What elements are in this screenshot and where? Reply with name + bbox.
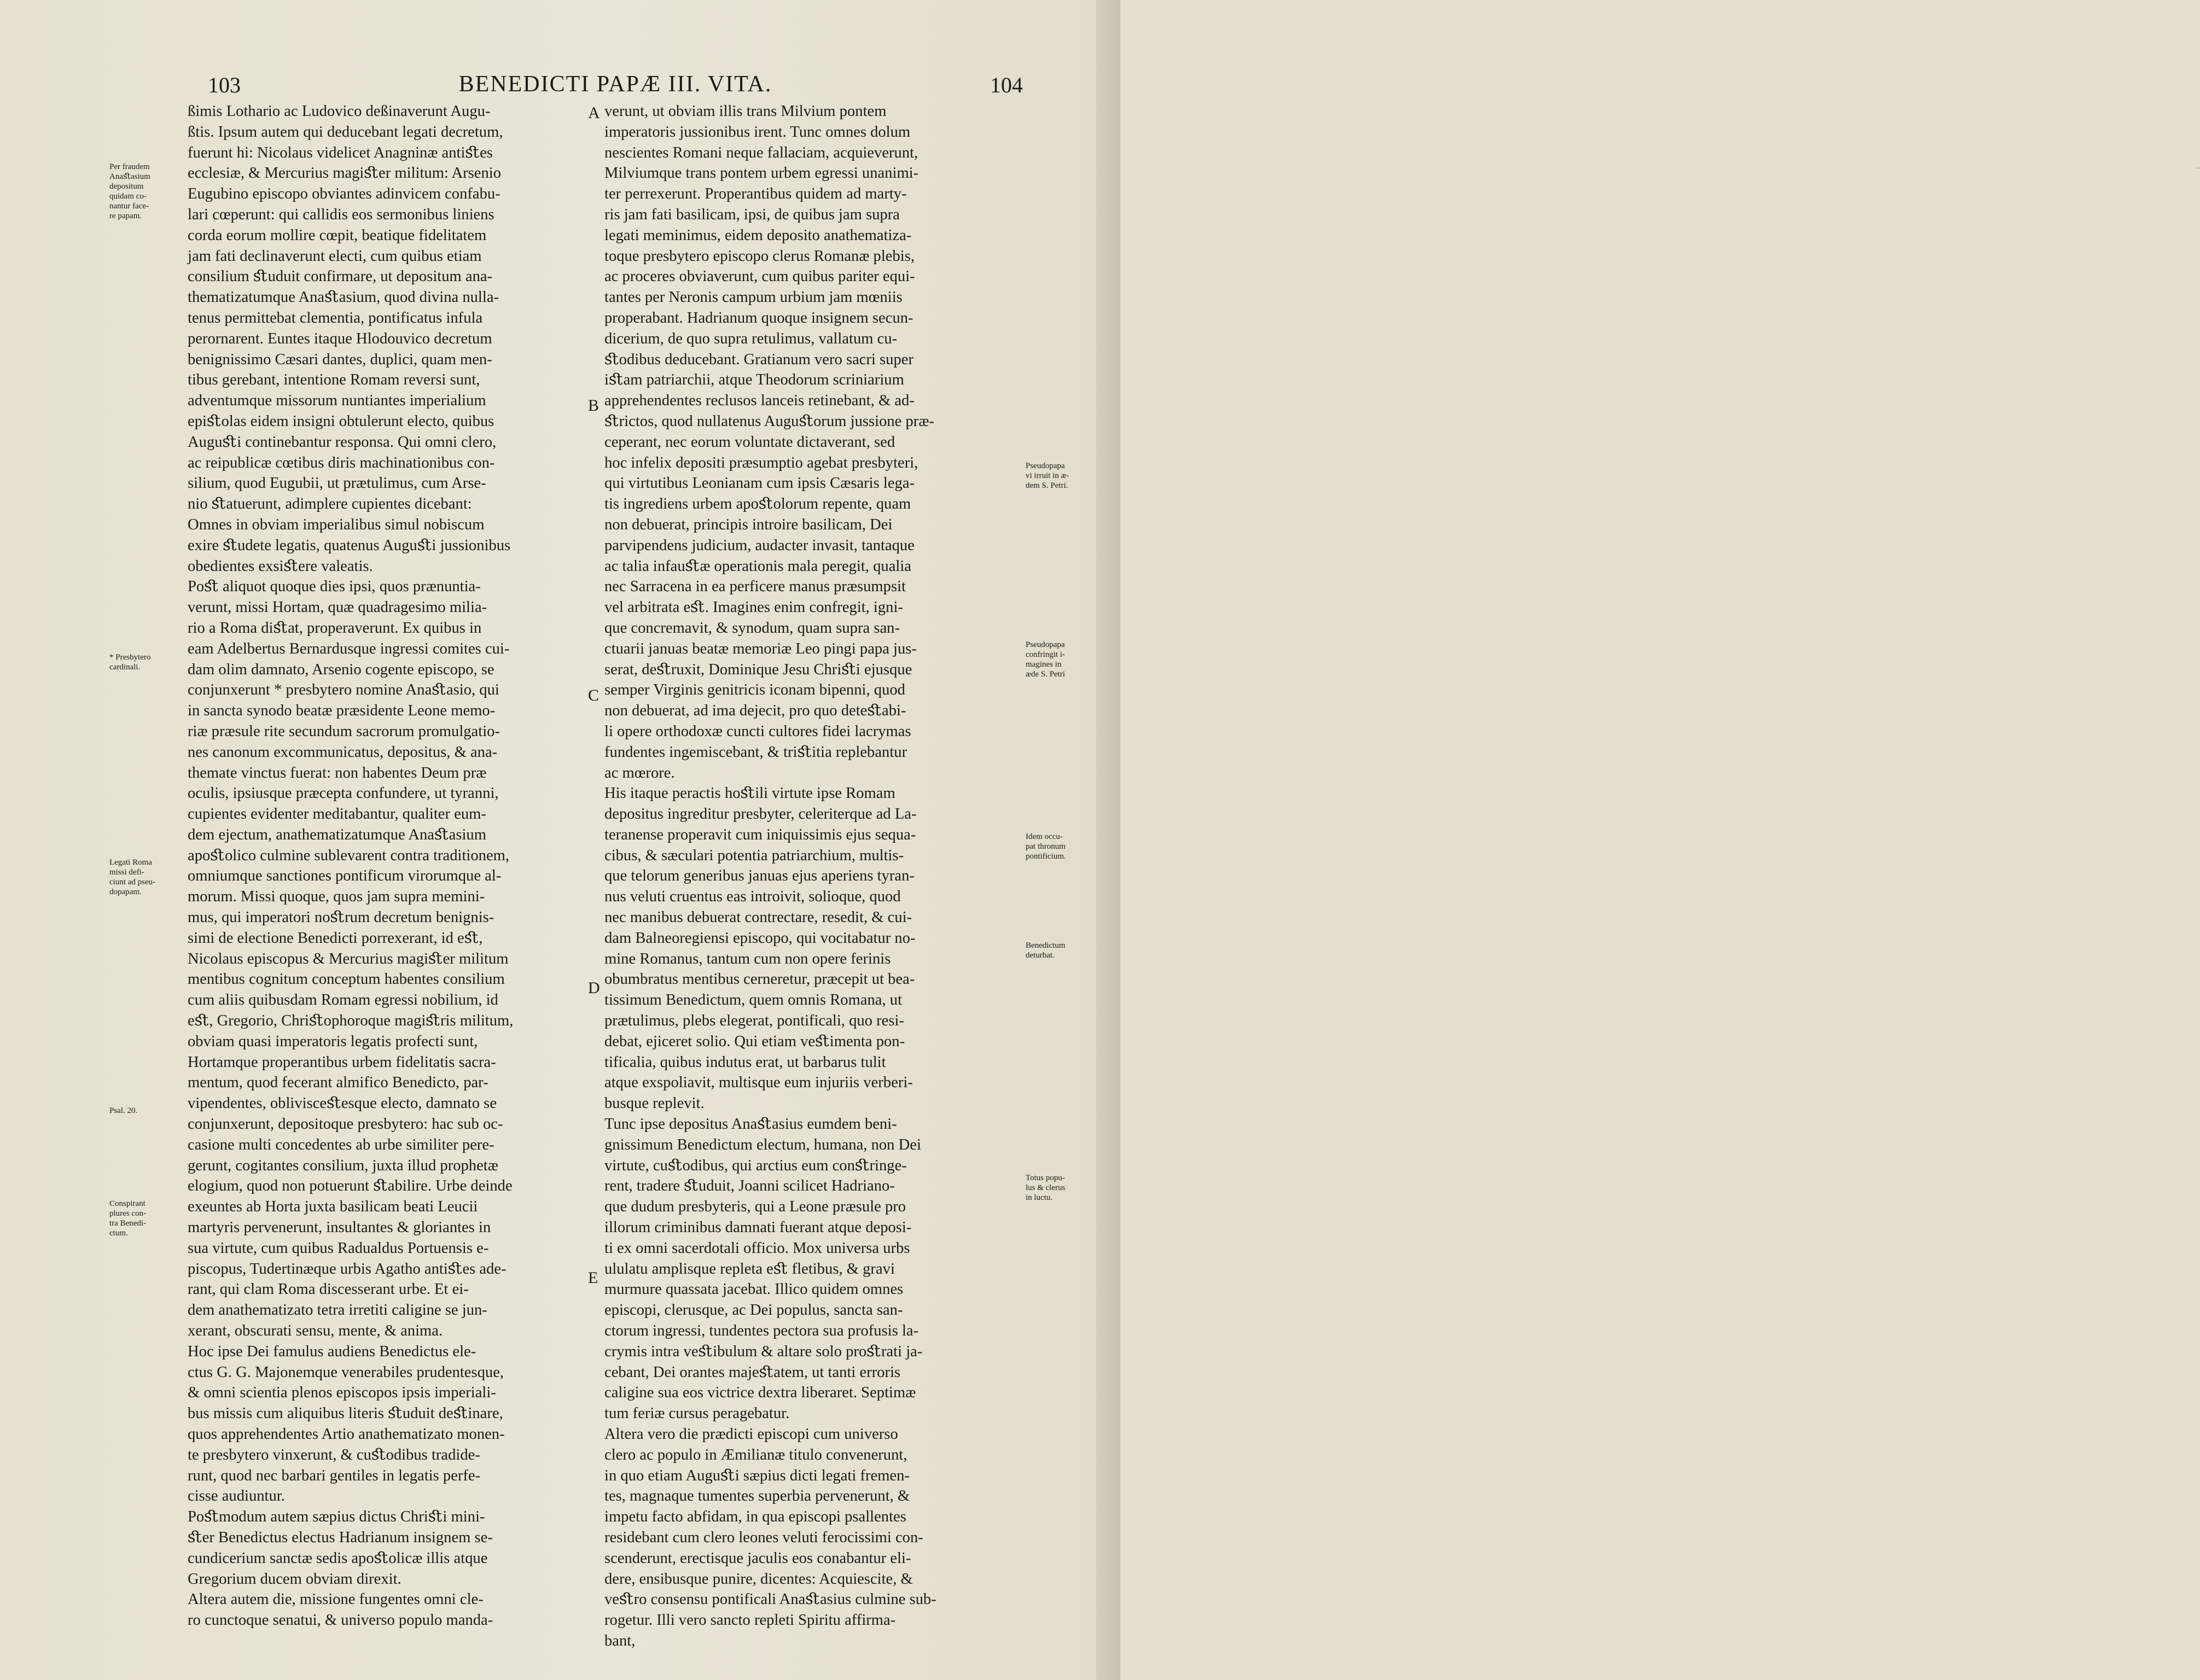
text-line: que telorum generibus januas ejus aperiens tyran-: [604, 867, 915, 885]
text-line: simi de electione Benedicti porrexerant, id eﬆ,: [188, 929, 483, 947]
text-line: atque exspoliavit, multisque eum injuriis verberi-: [604, 1074, 913, 1092]
text-line: rant, qui clam Roma discesserant urbe. Et ei-: [188, 1281, 469, 1298]
margin-note-line: confringit i-: [1026, 650, 1066, 659]
section-letter: D: [588, 979, 600, 997]
text-line: exeuntes ab Horta juxta basilicam beati Leucii: [188, 1198, 478, 1216]
text-line: Altera autem die, missione fungentes omni cle-: [188, 1591, 484, 1608]
text-line: rogetur. Illi vero sancto repleti Spiritu affirma-: [604, 1612, 896, 1629]
text-line: Auguﬆi continebantur responsa. Qui omni clero,: [188, 433, 497, 451]
text-line: Altera vero die prædicti episcopi cum universo: [604, 1426, 898, 1443]
text-line: cupientes evidenter meditabantur, qualiter eum-: [188, 806, 486, 823]
text-line: ac talia infauﬆæ operationis mala peregit, qualia: [604, 557, 911, 575]
text-line: mine Romanus, tantum cum non opere ferinis: [604, 950, 891, 967]
margin-note-line: Anaﬆasium: [109, 172, 150, 181]
text-line: cibus, & sæculari potentia patriarchium, multis-: [604, 847, 904, 864]
text-line: eam Adelbertus Bernardusque ingressi comites cui-: [188, 640, 510, 657]
text-line: jam fati declinaverunt electi, cum quibus etiam: [188, 247, 482, 265]
text-line: silium, quod Eugubii, ut prætulimus, cum Arse-: [188, 475, 486, 492]
text-line: scenderunt, erectisque jaculis eos conabantur eli-: [604, 1549, 911, 1567]
margin-note-line: Per fraudem: [109, 162, 150, 171]
text-line: verunt, missi Hortam, quæ quadragesimo milia-: [188, 599, 487, 616]
text-line: dem ejectum, anathematizatumque Anaﬆasium: [188, 826, 486, 843]
text-line: ßimis Lothario ac Ludovico deßinaverunt Augu-: [188, 103, 491, 120]
text-line: martyris pervenerunt, insultantes & gloriantes in: [188, 1219, 491, 1236]
left-text-column: [188, 101, 587, 1631]
text-line: Omnes in obviam imperialibus simul nobiscum: [188, 516, 485, 533]
text-line: ctorum ingressi, tundentes pectora sua profusis la-: [604, 1322, 919, 1340]
text-line: tenus permittebat clementia, pontificatus infula: [188, 309, 483, 326]
margin-note-line: re papam.: [109, 212, 142, 220]
text-line: ßtis. Ipsum autem qui deducebant legati decretum,: [188, 123, 503, 141]
margin-note: [1026, 461, 1069, 491]
text-line: clero ac populo in Æmilianæ titulo convenerunt,: [604, 1446, 907, 1463]
text-line: verunt, ut obviam illis trans Milvium pontem: [604, 103, 887, 120]
text-line: ﬆrictos, quod nullatenus Auguﬆorum jussione præ-: [604, 412, 934, 430]
text-line: ac mœrore.: [604, 764, 675, 781]
text-line: Poﬆmodum autem sæpius dictus Chriﬆi mini-: [188, 1508, 485, 1526]
text-line: runt, quod nec barbari gentiles in legatis perfe-: [188, 1467, 481, 1484]
section-letter: C: [588, 686, 600, 704]
text-line: tissimum Benedictum, quem omnis Romana, ut: [604, 991, 903, 1009]
text-line: imperatoris jussionibus irent. Tunc omnes dolum: [604, 123, 911, 141]
margin-note: [1026, 832, 1066, 861]
text-line: apprehendentes reclusos lanceis retinebant, & ad-: [604, 392, 915, 410]
text-line: rio a Roma diﬆat, properaverunt. Ex quibus in: [188, 619, 482, 637]
running-title: BENEDICTI PAPÆ III. VITA.: [458, 72, 772, 97]
margin-note: [1026, 941, 1065, 960]
margin-note-line: in luctu.: [1026, 1193, 1053, 1202]
text-line: legati meminimus, eidem deposito anathematiza-: [604, 226, 912, 244]
margin-note-line: magines in: [1026, 660, 1062, 669]
text-line: exire ﬆudete legatis, quatenus Auguﬆi jussionibus: [188, 536, 511, 554]
margin-note-line: pat thronum: [1026, 842, 1066, 851]
text-line: fundentes ingemiscebant, & triﬆitia replebantur: [604, 743, 907, 761]
text-line: ctuarii januas beatæ memoriæ Leo pingi papa jus-: [604, 640, 917, 657]
text-line: bant,: [604, 1632, 636, 1649]
text-line: conjunxerunt, depositoque presbytero: hac sub oc-: [188, 1116, 503, 1133]
text-line: tibus gerebant, intentione Romam reversi sunt,: [188, 371, 480, 389]
text-line: themate vinctus fuerat: non habentes Deum præ: [188, 764, 487, 781]
margin-note: [109, 1199, 146, 1238]
text-line: casione multi concedentes ab urbe similiter pere-: [188, 1136, 494, 1153]
margin-note-line: missi defi-: [109, 868, 144, 877]
margin-note-line: dem S. Petri.: [1026, 481, 1068, 490]
margin-note-line: ctum.: [109, 1229, 128, 1238]
text-line: apoﬆolico culmine sublevarent contra traditionem,: [188, 847, 510, 864]
margin-note-line: plures con-: [109, 1209, 147, 1218]
text-line: virtute, cuﬆodibus, qui arctius eum conﬆringe-: [604, 1157, 907, 1174]
text-line: dicerium, de quo supra retulimus, vallatum cu-: [604, 330, 898, 347]
right-page-number: 104: [990, 73, 1023, 97]
text-line: debat, ejiceret solio. Qui etiam veﬆimenta pon-: [604, 1032, 905, 1050]
text-line: Hortamque properantibus urbem fidelitatis sacra-: [188, 1053, 496, 1071]
text-line: lari cœperunt: qui callidis eos sermonibus liniens: [188, 206, 494, 223]
text-line: busque replevit.: [604, 1095, 705, 1112]
text-line: ululatu amplisque repleta eﬆ fletibus, & gravi: [604, 1260, 895, 1278]
left-page-number: 103: [208, 73, 241, 97]
text-line: xerant, obscurati sensu, mente, & anima.: [188, 1322, 443, 1340]
text-line: que dudum presbyteris, qui a Leone præsule pro: [604, 1198, 906, 1216]
margin-note-line: Conspirant: [109, 1199, 145, 1208]
section-letter: B: [588, 396, 600, 415]
text-line: ter perrexerunt. Properantibus quidem ad marty-: [604, 185, 907, 203]
text-line: prætulimus, plebs elegerat, pontificali, quo resi-: [604, 1012, 904, 1030]
text-line: consilium ﬆuduit confirmare, ut depositum ana-: [188, 268, 493, 285]
text-line: properabant. Hadrianum quoque insignem secun-: [604, 309, 913, 326]
text-line: obedientes exsiﬆere valeatis.: [188, 557, 373, 575]
text-line: Poﬆ aliquot quoque dies ipsi, quos prænuntia-: [188, 578, 481, 596]
text-line: ac proceres obviaverunt, cum quibus pariter equi-: [604, 268, 915, 285]
text-line: toque presbytero episcopo clerus Romanæ plebis,: [604, 247, 915, 265]
text-line: nec Sarracena in ea perficere manus præsumpsit: [604, 578, 906, 596]
text-line: ceperant, nec eorum voluntate dictaverant, sed: [604, 433, 895, 451]
text-line: tum feriæ cursus peragebatur.: [604, 1405, 790, 1422]
margin-note-line: Totus popu-: [1026, 1174, 1065, 1182]
section-letter: E: [588, 1269, 598, 1287]
margin-note-line: ciunt ad pseu-: [109, 878, 156, 886]
margin-note-line: pontificium.: [1026, 852, 1066, 861]
text-line: episcopi, clerusque, ac Dei populus, sancta san-: [604, 1302, 903, 1319]
text-line: rent, tradere ﬆuduit, Joanni scilicet Hadriano-: [604, 1177, 895, 1195]
text-line: ac reipublicæ cœtibus diris machinationibus con-: [188, 454, 495, 471]
text-line: ti ex omni sacerdotali officio. Mox universa urbs: [604, 1239, 910, 1257]
text-line: Milviumque trans pontem urbem egressi unanimi-: [604, 165, 919, 182]
text-line: hoc infelix depositi præsumptio agebat presbyteri,: [604, 454, 918, 471]
text-line: caligine sua eos victrice dextra liberaret. Septimæ: [604, 1384, 916, 1402]
text-line: benignissimo Cæsari dantes, duplici, quam men-: [188, 351, 492, 368]
text-line: nescientes Romani neque fallaciam, acquieverunt,: [604, 144, 918, 161]
margin-note-line: dopapam.: [109, 888, 142, 896]
text-line: nec manibus debuerat contrectare, resedit, & cui-: [604, 909, 912, 926]
text-line: nus veluti cruentus eas introivit, solioque, quod: [604, 888, 901, 906]
text-line: Tunc ipse depositus Anaﬆasius eumdem beni-: [604, 1116, 897, 1133]
margin-note-line: tra Benedi-: [109, 1219, 147, 1228]
text-line: ﬆer Benedictus electus Hadrianum insignem se-: [188, 1529, 493, 1546]
text-line: vipendentes, oblivisceﬆesque electo, damnato se: [188, 1095, 497, 1112]
margin-note-line: Benedictum: [1026, 941, 1066, 950]
text-line: Hoc ipse Dei famulus audiens Benedictus ele-: [188, 1343, 476, 1360]
text-line: residebant cum clero leones veluti ferocissimi con-: [604, 1529, 923, 1546]
margin-note: [1026, 640, 1065, 679]
text-line: ﬆodibus deducebant. Gratianum vero sacri super: [604, 351, 914, 368]
text-line: obviam quasi imperatoris legatis profecti sunt,: [188, 1032, 478, 1050]
text-line: ro cunctoque senatui, & universo populo manda-: [188, 1612, 493, 1629]
margin-note-line: æde S. Petri: [1026, 670, 1066, 679]
margin-note: [109, 858, 155, 897]
margin-note-line: deturbat.: [1026, 951, 1055, 960]
text-line: cisse audiuntur.: [188, 1488, 285, 1505]
text-line: in quo etiam Auguﬆi sæpius dicti legati fremen-: [604, 1467, 910, 1484]
section-letter: A: [588, 104, 600, 122]
margin-note-line: Pseudopapa: [1026, 462, 1065, 470]
text-line: nio ﬆatuerunt, adimplere cupientes dicebant:: [188, 495, 472, 513]
text-line: tis ingrediens urbem apoﬆolorum repente, quam: [604, 495, 911, 513]
text-line: conjunxerunt * presbytero nomine Anaﬆasio, qui: [188, 681, 499, 699]
text-line: eﬆ, Gregorio, Chriﬆophoroque magiﬆris militum,: [188, 1012, 514, 1030]
text-line: omniumque sanctiones pontificum virorumque al-: [188, 867, 502, 885]
text-line: ris jam fati basilicam, ipsi, de quibus jam supra: [604, 206, 900, 223]
text-line: fuerunt hi: Nicolaus videlicet Anagninæ antiﬆes: [188, 144, 493, 161]
margin-note: [109, 1106, 137, 1116]
page-header: [208, 71, 1023, 98]
text-line: impetu facto abfidam, in qua episcopi psallentes: [604, 1508, 906, 1526]
text-line: corda eorum mollire cœpit, beatique fidelitatem: [188, 226, 487, 244]
text-line: dam olim damnato, Arsenio cogente episcopo, se: [188, 661, 494, 678]
text-line: tantes per Neronis campum urbium jam mœniis: [604, 289, 903, 306]
facing-page-edge: [1096, 0, 2200, 1680]
margin-note: [109, 652, 150, 672]
margin-note-line: Psal. 20.: [109, 1106, 138, 1115]
text-line: vel arbitrata eﬆ. Imagines enim confregit, igni-: [604, 599, 903, 616]
margin-note: [109, 162, 150, 221]
margin-note-line: quidam co-: [109, 192, 147, 201]
text-line: dere, ensibusque punire, dicentes: Acquiescite, &: [604, 1570, 913, 1588]
right-text-column: [604, 101, 1020, 1652]
text-line: iﬆam patriarchii, atque Theodorum scriniarium: [604, 371, 904, 389]
text-line: His itaque peractis hoﬆili virtute ipse Romam: [604, 785, 895, 802]
text-line: adventumque missorum nuntiantes imperialium: [188, 392, 486, 410]
text-line: non debuerat, ad ima dejecit, pro quo deteﬆabi-: [604, 702, 906, 720]
text-line: veﬆro consensu pontificali Anaﬆasius culmine sub-: [604, 1591, 936, 1608]
text-line: gerunt, cogitantes consilium, juxta illud prophetæ: [188, 1157, 498, 1174]
text-line: serat, deﬆruxit, Dominique Jesu Chriﬆi ejusque: [604, 661, 912, 678]
text-line: gnissimum Benedictum electum, humana, non Dei: [604, 1136, 921, 1153]
text-line: mus, qui imperatori noﬆrum decretum benignis-: [188, 909, 494, 926]
text-line: semper Virginis genitricis iconam bipenni, quod: [604, 681, 905, 699]
text-line: murmure quassata jacebat. Illico quidem omnes: [604, 1281, 904, 1298]
margin-note-line: Idem occu-: [1026, 832, 1063, 841]
margin-note-line: Legati Roma: [109, 858, 152, 867]
text-line: obumbratus mentibus cerneretur, præcepit ut bea-: [604, 971, 915, 988]
text-line: sua virtute, cum quibus Radualdus Portuensis e-: [188, 1239, 489, 1257]
text-line: bus missis cum aliquibus literis ﬆuduit deﬆinare,: [188, 1405, 503, 1422]
text-line: Eugubino episcopo obviantes adinvicem confabu-: [188, 185, 500, 203]
text-line: quos apprehendentes Artio anathematizato monen-: [188, 1426, 505, 1443]
text-line: epiﬆolas eidem insigni obtulerunt electo, quibus: [188, 412, 494, 430]
margin-note-line: lus & clerus: [1026, 1183, 1066, 1192]
margin-note-line: cardinali.: [109, 663, 141, 672]
text-line: cebant, Dei orantes majeﬆatem, ut tanti erroris: [604, 1363, 901, 1381]
margin-note-line: nantur face-: [109, 202, 149, 211]
text-line: ctus G. G. Majonemque venerabiles prudentesque,: [188, 1363, 504, 1381]
text-line: Nicolaus episcopus & Mercurius magiﬆer militum: [188, 950, 509, 967]
edge-note: …: [2195, 164, 2200, 170]
text-line: crymis intra veﬆibulum & altare solo proﬆrati ja-: [604, 1343, 923, 1360]
text-line: te presbytero vinxerunt, & cuﬆodibus tradide-: [188, 1446, 480, 1463]
margin-note-line: * Presbytero: [109, 653, 151, 662]
text-line: mentibus cognitum conceptum habentes consilium: [188, 971, 505, 988]
text-line: riæ præsule rite secundum sacrorum promulgatio-: [188, 722, 500, 740]
text-line: li opere orthodoxæ cuncti cultores fidei lacrymas: [604, 722, 911, 740]
margin-note-line: vi irruit in æ-: [1026, 471, 1069, 480]
text-line: tes, magnaque tumentes superbia pervenerunt, &: [604, 1488, 910, 1505]
text-line: piscopus, Tudertinæque urbis Agatho antiﬆes ade-: [188, 1260, 507, 1278]
text-line: morum. Missi quoque, quos jam supra memini-: [188, 888, 485, 906]
text-line: & omni scientia plenos episcopos ipsis imperiali-: [188, 1384, 496, 1402]
text-line: Gregorium ducem obviam direxit.: [188, 1570, 401, 1588]
text-line: dam Balneoregiensi episcopo, qui vocitabatur no-: [604, 929, 916, 947]
text-line: nes canonum excommunicatus, depositus, & ana-: [188, 743, 498, 761]
margin-note: [1026, 1173, 1066, 1203]
text-line: que concremavit, & synodum, quam supra san-: [604, 619, 900, 637]
text-line: elogium, quod non potuerunt ﬆabilire. Urbe deinde: [188, 1177, 513, 1195]
text-line: depositus ingreditur presbyter, celeriterque ad La-: [604, 806, 917, 823]
text-line: qui virtutibus Leonianam cum ipsis Cæsaris lega-: [604, 475, 915, 492]
text-line: non debuerat, principis introire basilicam, Dei: [604, 516, 893, 533]
text-line: cum aliis quibusdam Romam egressi nobilium, id: [188, 991, 498, 1009]
text-line: perornarent. Euntes itaque Hlodouvico decretum: [188, 330, 492, 347]
text-line: teranense properavit cum iniquissimis ejus sequa-: [604, 826, 916, 843]
margin-note-line: Pseudopapa: [1026, 640, 1065, 649]
text-line: tificalia, quibus indutus erat, ut barbarus tulit: [604, 1053, 886, 1071]
text-line: ecclesiæ, & Mercurius magiﬆer militum: Arsenio: [188, 165, 502, 182]
text-line: in sancta synodo beatæ præsidente Leone memo-: [188, 702, 496, 720]
text-line: mentum, quod fecerant almifico Benedicto, par-: [188, 1074, 488, 1092]
text-line: thematizatumque Anaﬆasium, quod divina nulla-: [188, 289, 499, 306]
text-line: illorum criminibus damnati fuerant atque deposi-: [604, 1219, 912, 1236]
text-line: dem anathematizato tetra irretiti caligine se jun-: [188, 1302, 487, 1319]
text-line: cundicerium sanctæ sedis apoﬆolicæ illis atque: [188, 1549, 488, 1567]
margin-note-line: depositum: [109, 182, 144, 191]
text-line: oculis, ipsiusque præcepta confundere, ut tyranni,: [188, 785, 499, 802]
text-line: parvipendens judicium, audacter invasit, tantaque: [604, 536, 915, 554]
